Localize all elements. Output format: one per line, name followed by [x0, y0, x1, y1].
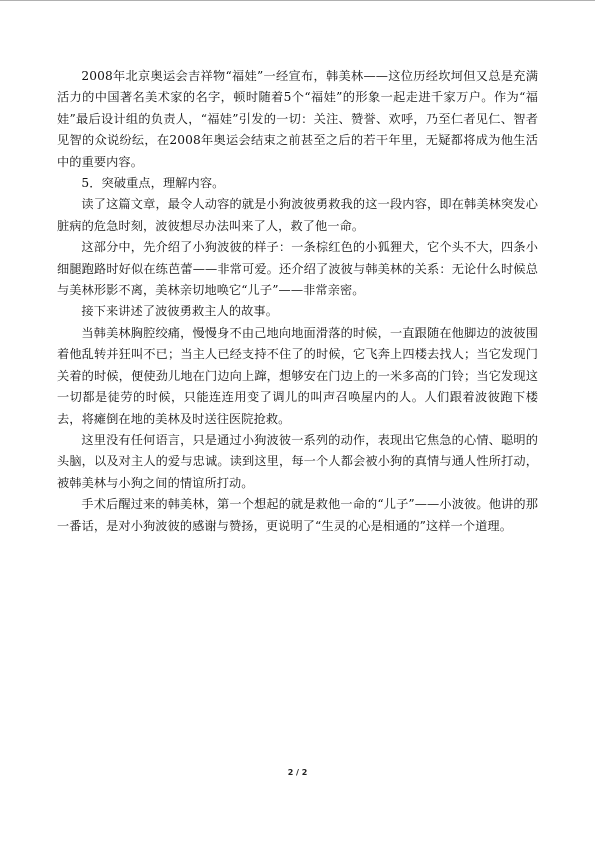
section-heading-key-points: 5．突破重点，理解内容。 — [81, 176, 225, 191]
paragraph-conclusion: 手术后醒过来的韩美林，第一个想起的就是救他一命的“儿子”——小波彼。他讲的那一番话，是对小狗波彼的感谢与赞扬，更说明了“生灵的心是相通的”这样一个道理。 — [57, 497, 538, 533]
paragraph-most-moving: 读了这篇文章，最令人动容的就是小狗波彼勇救我的这一段内容，即在韩美林突发心脏病的危急时刻，波彼想尽办法叫来了人，救了他一命。 — [57, 197, 538, 233]
document-body — [57, 66, 538, 537]
paragraph-fuwa-intro: 2008年北京奥运会吉祥物“福娃”一经宣布，韩美林——这位历经坎坷但又总是充满活力的中国著名美术家的名字，顿时随着5个“福娃”的形象一起走进千家万户。作为“福娃”最后设计组的负责人，“福娃”引发的一切：关注、赞誉、欢呼，乃至仁者见仁、智者见智的众说纷纭，在2008年奥运会结束之前甚至之后的若干年里，无疑都将成为他生活中的重要内容。 — [57, 69, 538, 169]
page-number: 2 / 2 — [287, 768, 308, 777]
paragraph-rescue-intro: 接下来讲述了波彼勇救主人的故事。 — [81, 304, 278, 319]
paragraph-analysis: 这里没有任何语言，只是通过小狗波彼一系列的动作，表现出它焦急的心情、聪明的头脑，以及对主人的爱与忠诚。读到这里，每一个人都会被小狗的真情与通人性所打动，被韩美林与小狗之间的情谊所打动。 — [57, 432, 538, 490]
paragraph-dog-description: 这部分中，先介绍了小狗波彼的样子：一条棕红色的小狐狸犬，它个头不大，四条小细腿跑路时好似在练芭蕾——非常可爱。还介绍了波彼与韩美林的关系：无论什么时候总与美林形影不离，美林亲切地唤它“儿子”——非常亲密。 — [57, 240, 538, 298]
top-divider — [0, 0, 595, 1]
paragraph-rescue-story: 当韩美林胸腔绞痛，慢慢身不由己地向地面滑落的时候，一直跟随在他脚边的波彼围着他乱转并狂叫不已；当主人已经支持不住了的时候，它飞奔上四楼去找人；当它发现门关着的时候，便使劲儿地在门边向上蹿，想够安在门边上的一米多高的门铃；当它发现这一切都是徒劳的时候，只能连连用变了调儿的叫声召唤屋内的人。人们跟着波彼跑下楼去，将瘫倒在地的美林及时送往医院抢救。 — [57, 325, 538, 426]
